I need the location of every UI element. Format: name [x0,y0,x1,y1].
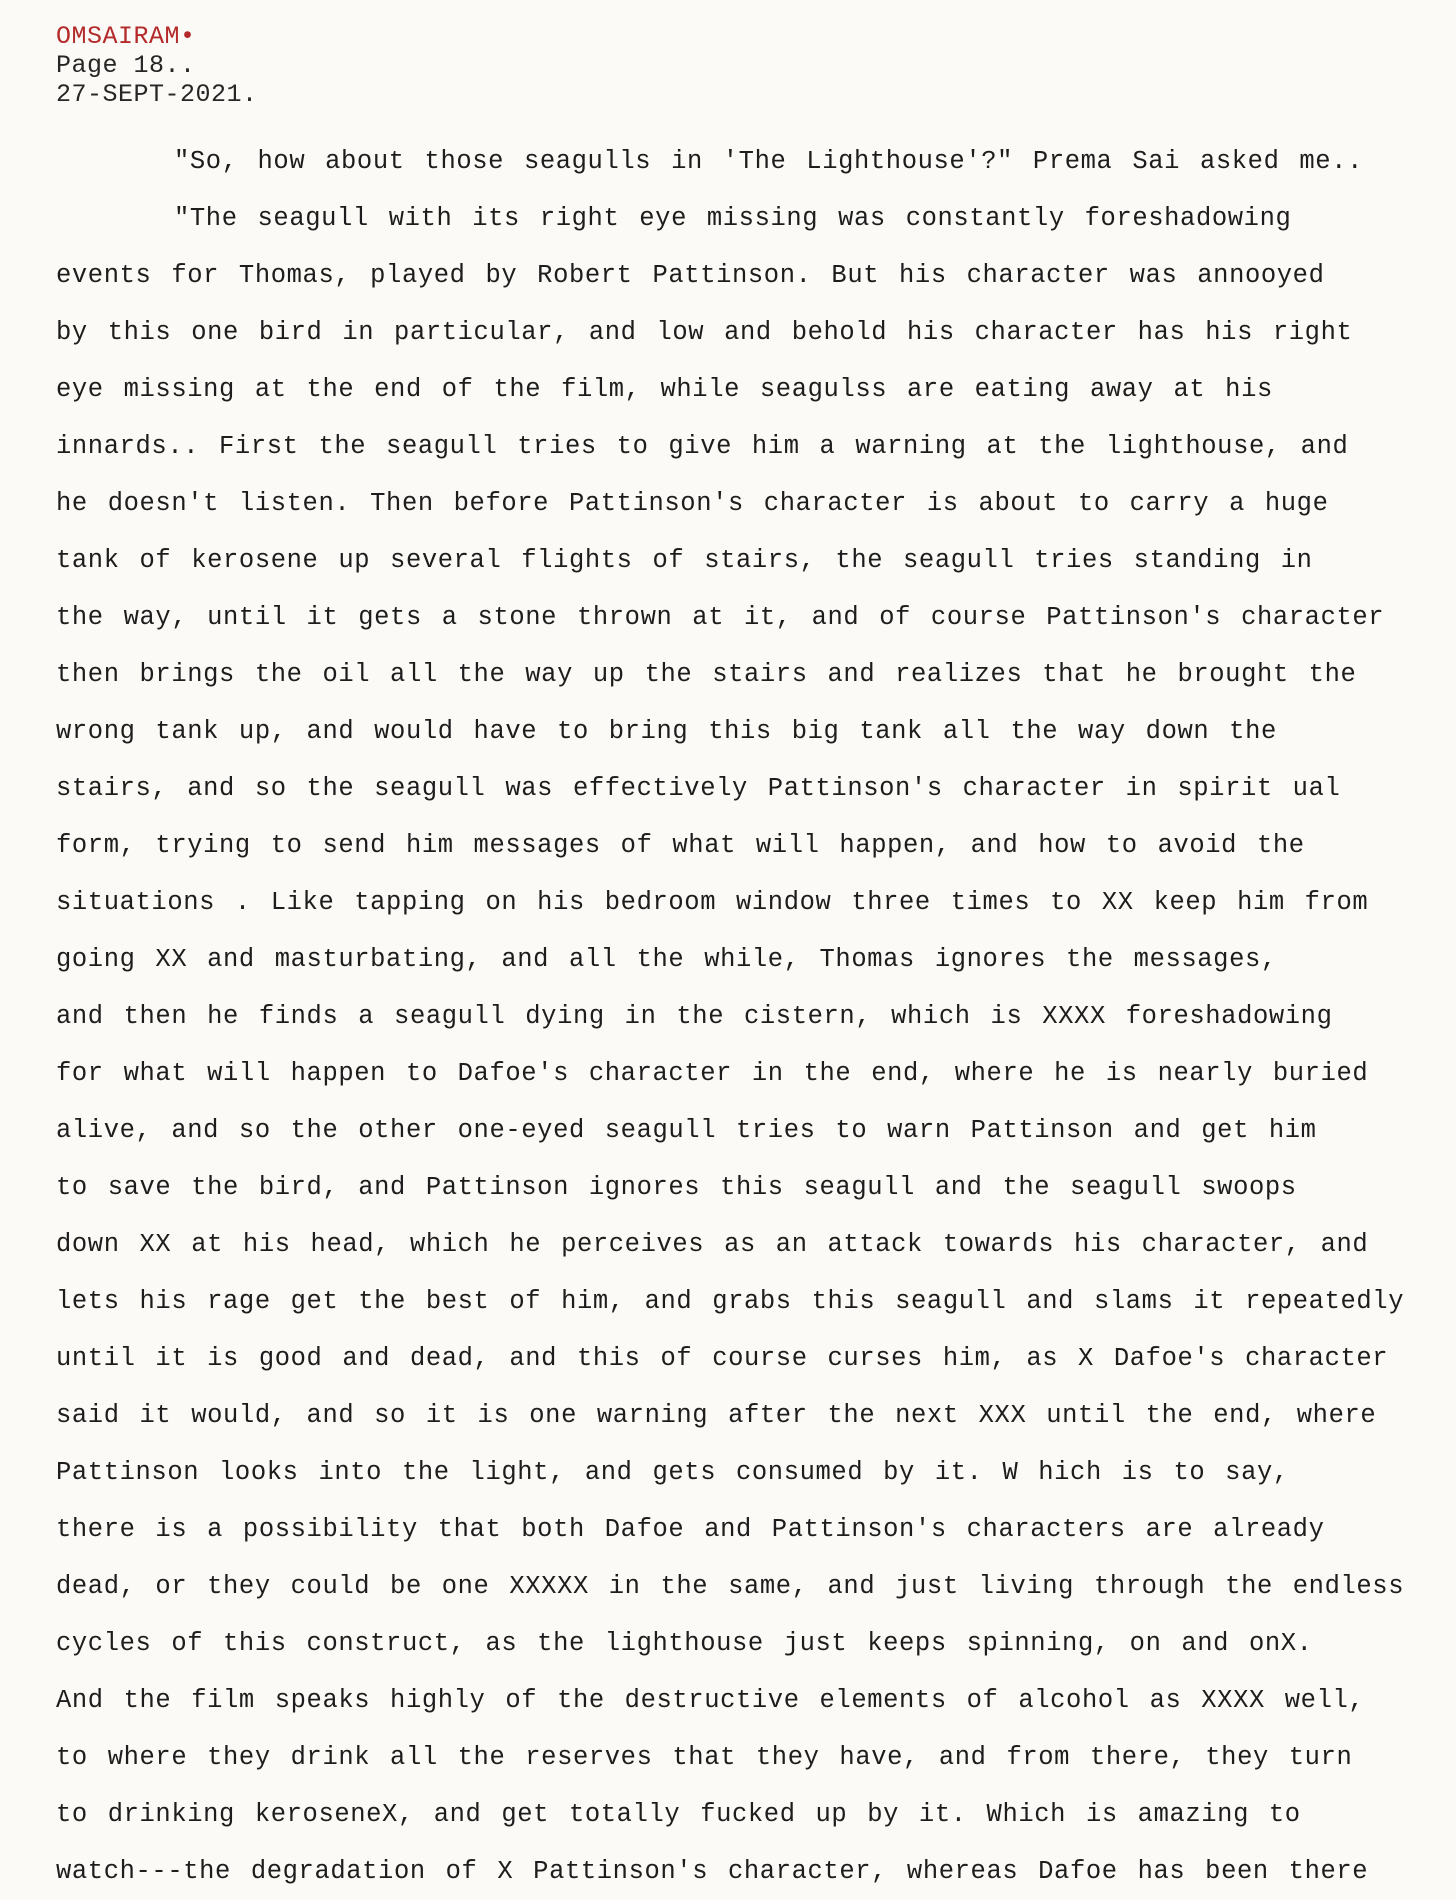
text-line: there is a possibility that both Dafoe and Pattinson's characters are already [56,1515,1325,1544]
text-line: until it is good and dead, and this of course curses him, as X Dafoe's character [56,1344,1389,1373]
body-text [56,133,1416,1900]
text-line: down XX at his head, which he perceives as an attack towards his character, and [56,1230,1369,1259]
text-line: he doesn't listen. Then before Pattinson's character is about to carry a huge [56,489,1329,518]
text-line: said it would, and so it is one warning after the next XXX until the end, where [56,1401,1377,1430]
text-line: going XX and masturbating, and all the while, Thomas ignores the messages, [56,945,1277,974]
text-line: dead, or they could be one XXXXX in the same, and just living through the endless [56,1572,1405,1601]
text-line: eye missing at the end of the film, while seagulss are eating away at his [56,375,1273,404]
text-line: stairs, and so the seagull was effectively Pattinson's character in spirit ual [56,774,1341,803]
text-line: And the film speaks highly of the destructive elements of alcohol as XXXX well, [56,1686,1365,1715]
text-line: and then he finds a seagull dying in the cistern, which is XXXX foreshadowing [56,1002,1333,1031]
text-line: alive, and so the other one-eyed seagull tries to warn Pattinson and get him [56,1116,1317,1145]
text-line: Pattinson looks into the light, and gets consumed by it. W hich is to say, [56,1458,1289,1487]
text-line: for what will happen to Dafoe's character in the end, where he is nearly buried [56,1059,1369,1088]
page-number: Page 18.. [56,51,196,80]
text-line: by this one bird in particular, and low and behold his character has his right [56,318,1353,347]
text-line: cycles of this construct, as the lighthouse just keeps spinning, on and onX. [56,1629,1313,1658]
text-line: tank of kerosene up several flights of stairs, the seagull tries standing in [56,546,1313,575]
text-line: the way, until it gets a stone thrown at it, and of course Pattinson's character [56,603,1385,632]
text-line: then brings the oil all the way up the stairs and realizes that he brought the [56,660,1357,689]
text-line: "The seagull with its right eye missing was constantly foreshadowing [174,204,1292,233]
header-title: OMSAIRAM• [56,22,196,51]
text-line: form, trying to send him messages of what will happen, and how to avoid the [56,831,1305,860]
text-line: to drinking keroseneX, and get totally fucked up by it. Which is amazing to [56,1800,1301,1829]
page-header [56,22,1416,109]
text-line: wrong tank up, and would have to bring this big tank all the way down the [56,717,1277,746]
text-line: watch---the degradation of X Pattinson's character, whereas Dafoe has been there [56,1857,1369,1886]
text-line: to save the bird, and Pattinson ignores this seagull and the seagull swoops [56,1173,1297,1202]
text-line: innards.. First the seagull tries to give him a warning at the lighthouse, and [56,432,1349,461]
text-line: to where they drink all the reserves that they have, and from there, they turn [56,1743,1353,1772]
text-line: situations . Like tapping on his bedroom window three times to XX keep him from [56,888,1369,917]
text-line: lets his rage get the best of him, and grabs this seagull and slams it repeatedly [56,1287,1405,1316]
date: 27-SEPT-2021. [56,80,258,109]
text-line: events for Thomas, played by Robert Pattinson. But his character was annooyed [56,261,1325,290]
text-line: "So, how about those seagulls in 'The Lighthouse'?" Prema Sai asked me.. [174,147,1363,176]
